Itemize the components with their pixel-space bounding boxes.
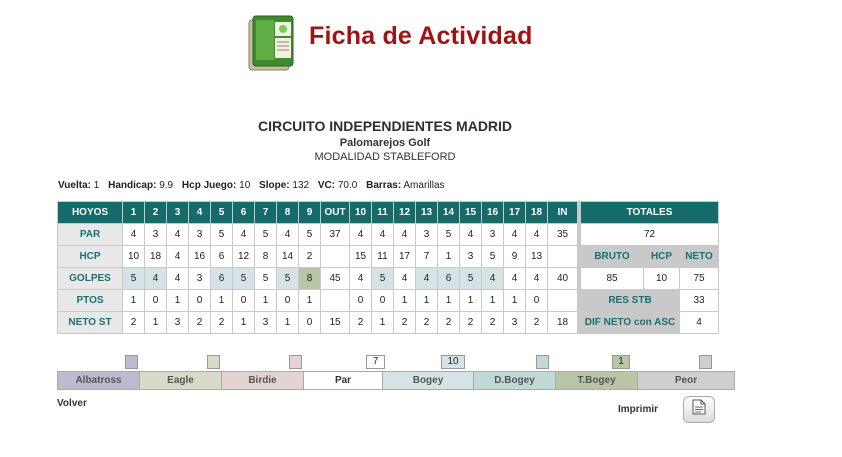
course-name: Palomarejos Golf (339, 137, 431, 149)
neto-st-cell: 2 (438, 312, 459, 333)
neto-st-cell: 1 (372, 312, 393, 333)
golpes-cell: 4 (504, 268, 525, 289)
hcp-cell: 14 (277, 246, 298, 267)
barras-label: Barras: (366, 180, 402, 191)
golpes-cell: 4 (167, 268, 188, 289)
ptos-cell: 1 (460, 290, 481, 311)
neto-st-cell: 3 (504, 312, 525, 333)
neto-st-cell: 2 (394, 312, 415, 333)
print-label: Imprimir (618, 404, 659, 415)
ptos-cell: 1 (438, 290, 459, 311)
table-row (58, 290, 718, 311)
hcp-cell: 13 (526, 246, 547, 267)
golpes-cell: 8 (299, 268, 320, 289)
header-row (58, 202, 718, 223)
hcp-cell: 17 (394, 246, 415, 267)
golpes-cell: 5 (372, 268, 393, 289)
dbogey-count (536, 355, 549, 369)
hcp-total-label: HCP (644, 246, 679, 267)
par-cell: 5 (299, 224, 320, 245)
neto-st-cell: 2 (189, 312, 210, 333)
modality: MODALIDAD STABLEFORD (314, 151, 456, 163)
page-title: Ficha de Actividad (309, 22, 533, 50)
ptos-cell: 0 (233, 290, 254, 311)
par-cell: 4 (350, 224, 371, 245)
par-cell: 4 (526, 224, 547, 245)
hcp-juego-label: Hcp Juego: (181, 180, 237, 191)
row-label-par: PAR (58, 224, 122, 245)
dif-neto-value: 4 (680, 312, 718, 333)
tbogey-count: 1 (612, 355, 630, 369)
row-label-ptos: PTOS (58, 290, 122, 311)
header-cell: IN (548, 202, 577, 223)
table-row (58, 224, 718, 245)
par-total: 72 (581, 224, 718, 245)
hcp-cell: 3 (460, 246, 481, 267)
ptos-cell: 1 (211, 290, 232, 311)
round-label: Vuelta: (58, 180, 91, 191)
activity-card-icon (247, 14, 299, 72)
peor-count (699, 355, 712, 369)
header-cell: 6 (233, 202, 254, 223)
table-row (58, 246, 718, 267)
header-cell: 16 (482, 202, 503, 223)
header-cell: HOYOS (58, 202, 122, 223)
header-cell: 15 (460, 202, 481, 223)
neto-st-cell: 0 (299, 312, 320, 333)
hcp-cell: 6 (211, 246, 232, 267)
header-cell: 14 (438, 202, 459, 223)
vc-label: VC: (317, 180, 336, 191)
round-info (58, 180, 451, 191)
golpes-cell: 40 (548, 268, 577, 289)
golpes-cell: 5 (123, 268, 144, 289)
column-gap (578, 268, 580, 289)
golpes-cell: 4 (482, 268, 503, 289)
golpes-cell: 45 (321, 268, 349, 289)
header-cell: 10 (350, 202, 371, 223)
neto-value: 75 (680, 268, 718, 289)
hcp-cell: 7 (416, 246, 437, 267)
neto-st-cell: 2 (460, 312, 481, 333)
legend-bogey: Bogey (383, 372, 474, 389)
golpes-cell: 5 (277, 268, 298, 289)
header-cell: 18 (526, 202, 547, 223)
ptos-cell: 0 (277, 290, 298, 311)
hcp-cell: 9 (504, 246, 525, 267)
ptos-cell: 1 (299, 290, 320, 311)
score-legend (57, 371, 735, 390)
header-cell: 7 (255, 202, 276, 223)
par-cell: 5 (255, 224, 276, 245)
ptos-cell: 1 (482, 290, 503, 311)
column-gap (578, 290, 580, 311)
par-cell: 3 (145, 224, 166, 245)
header-cell: 2 (145, 202, 166, 223)
ptos-cell: 0 (189, 290, 210, 311)
print-button[interactable] (683, 396, 715, 423)
header-cell: 1 (123, 202, 144, 223)
document-print-icon (692, 399, 706, 420)
golpes-cell: 3 (189, 268, 210, 289)
neto-st-cell: 2 (416, 312, 437, 333)
hcp-cell: 4 (167, 246, 188, 267)
row-label-hcp: HCP (58, 246, 122, 267)
birdie-count (289, 355, 302, 369)
par-cell: 3 (189, 224, 210, 245)
column-gap (578, 202, 580, 223)
ptos-cell: 0 (350, 290, 371, 311)
ptos-cell (548, 290, 577, 311)
hcp-cell: 18 (145, 246, 166, 267)
par-cell: 4 (394, 224, 415, 245)
par-cell: 5 (211, 224, 232, 245)
ptos-cell: 1 (504, 290, 525, 311)
ptos-cell: 1 (255, 290, 276, 311)
legend-birdie: Birdie (222, 372, 304, 389)
ptos-cell: 1 (394, 290, 415, 311)
par-cell: 4 (233, 224, 254, 245)
golpes-cell: 6 (211, 268, 232, 289)
ptos-cell: 0 (372, 290, 393, 311)
column-gap (578, 312, 580, 333)
par-cell: 4 (167, 224, 188, 245)
hcp-total-value: 10 (644, 268, 679, 289)
slope-value: 132 (292, 180, 310, 191)
golpes-cell: 4 (350, 268, 371, 289)
par-cell: 37 (321, 224, 349, 245)
neto-st-cell: 2 (526, 312, 547, 333)
header-cell: 3 (167, 202, 188, 223)
par-cell: 4 (460, 224, 481, 245)
neto-label: NETO (680, 246, 718, 267)
row-label-neto-st: NETO ST (58, 312, 122, 333)
hcp-cell: 11 (372, 246, 393, 267)
hcp-cell (548, 246, 577, 267)
bogey-count: 10 (441, 355, 465, 369)
albatross-count (125, 355, 138, 369)
eagle-count (207, 355, 220, 369)
neto-st-cell: 2 (350, 312, 371, 333)
row-label-golpes: GOLPES (58, 268, 122, 289)
par-count: 7 (366, 355, 385, 369)
legend-tbogey: T.Bogey (556, 372, 638, 389)
golpes-cell: 6 (438, 268, 459, 289)
circuit-name: CIRCUITO INDEPENDIENTES MADRID (257, 118, 513, 134)
header-cell: 5 (211, 202, 232, 223)
neto-st-cell: 2 (123, 312, 144, 333)
barras-value: Amarillas (403, 180, 445, 191)
neto-st-cell: 2 (211, 312, 232, 333)
hcp-cell: 16 (189, 246, 210, 267)
res-stb-value: 33 (680, 290, 718, 311)
hcp-cell: 8 (255, 246, 276, 267)
header-cell: 12 (394, 202, 415, 223)
neto-st-cell: 1 (277, 312, 298, 333)
par-cell: 4 (123, 224, 144, 245)
slope-label: Slope: (259, 180, 290, 191)
neto-st-cell: 15 (321, 312, 349, 333)
hcp-cell: 5 (482, 246, 503, 267)
dif-neto-label: DIF NETO con ASC (581, 312, 679, 333)
par-cell: 4 (504, 224, 525, 245)
ptos-cell (321, 290, 349, 311)
golpes-cell: 4 (526, 268, 547, 289)
table-row (58, 268, 718, 289)
round-value: 1 (93, 180, 100, 191)
hcp-cell (321, 246, 349, 267)
neto-st-cell: 2 (482, 312, 503, 333)
vc-value: 70.0 (337, 180, 358, 191)
header-cell: 9 (299, 202, 320, 223)
par-cell: 4 (372, 224, 393, 245)
hcp-cell: 12 (233, 246, 254, 267)
ptos-cell: 1 (167, 290, 188, 311)
column-gap (578, 224, 580, 245)
golpes-cell: 4 (394, 268, 415, 289)
legend-par: Par (304, 372, 383, 389)
par-cell: 4 (277, 224, 298, 245)
legend-eagle: Eagle (140, 372, 222, 389)
legend-albatross: Albatross (58, 372, 140, 389)
legend-dbogey: D.Bogey (474, 372, 556, 389)
table-row (58, 312, 718, 333)
hcp-cell: 2 (299, 246, 320, 267)
neto-st-cell: 3 (255, 312, 276, 333)
neto-st-cell: 1 (145, 312, 166, 333)
handicap-label: Handicap: (108, 180, 157, 191)
bruto-value: 85 (581, 268, 643, 289)
bruto-label: BRUTO (581, 246, 643, 267)
header-cell: OUT (321, 202, 349, 223)
header-cell: 4 (189, 202, 210, 223)
golpes-cell: 4 (145, 268, 166, 289)
golpes-cell: 5 (255, 268, 276, 289)
handicap-value: 9.9 (159, 180, 174, 191)
back-link[interactable]: Volver (57, 398, 87, 409)
ptos-cell: 1 (123, 290, 144, 311)
golpes-cell: 5 (233, 268, 254, 289)
neto-st-cell: 1 (233, 312, 254, 333)
par-cell: 3 (482, 224, 503, 245)
hcp-cell: 1 (438, 246, 459, 267)
legend-peor: Peor (638, 372, 734, 389)
ptos-cell: 1 (416, 290, 437, 311)
header-cell: 11 (372, 202, 393, 223)
ptos-cell: 0 (145, 290, 166, 311)
header-cell: 13 (416, 202, 437, 223)
neto-st-cell: 3 (167, 312, 188, 333)
header-cell: 8 (277, 202, 298, 223)
res-stb-label: RES STB (581, 290, 679, 311)
par-cell: 35 (548, 224, 577, 245)
par-cell: 3 (416, 224, 437, 245)
column-gap (578, 246, 580, 267)
hcp-cell: 15 (350, 246, 371, 267)
hcp-cell: 10 (123, 246, 144, 267)
par-cell: 5 (438, 224, 459, 245)
totals-header: TOTALES (581, 202, 718, 223)
golpes-cell: 4 (416, 268, 437, 289)
neto-st-cell: 18 (548, 312, 577, 333)
ptos-cell: 0 (526, 290, 547, 311)
header-cell: 17 (504, 202, 525, 223)
golpes-cell: 5 (460, 268, 481, 289)
scorecard-table (57, 201, 719, 334)
hcp-juego-value: 10 (239, 180, 251, 191)
